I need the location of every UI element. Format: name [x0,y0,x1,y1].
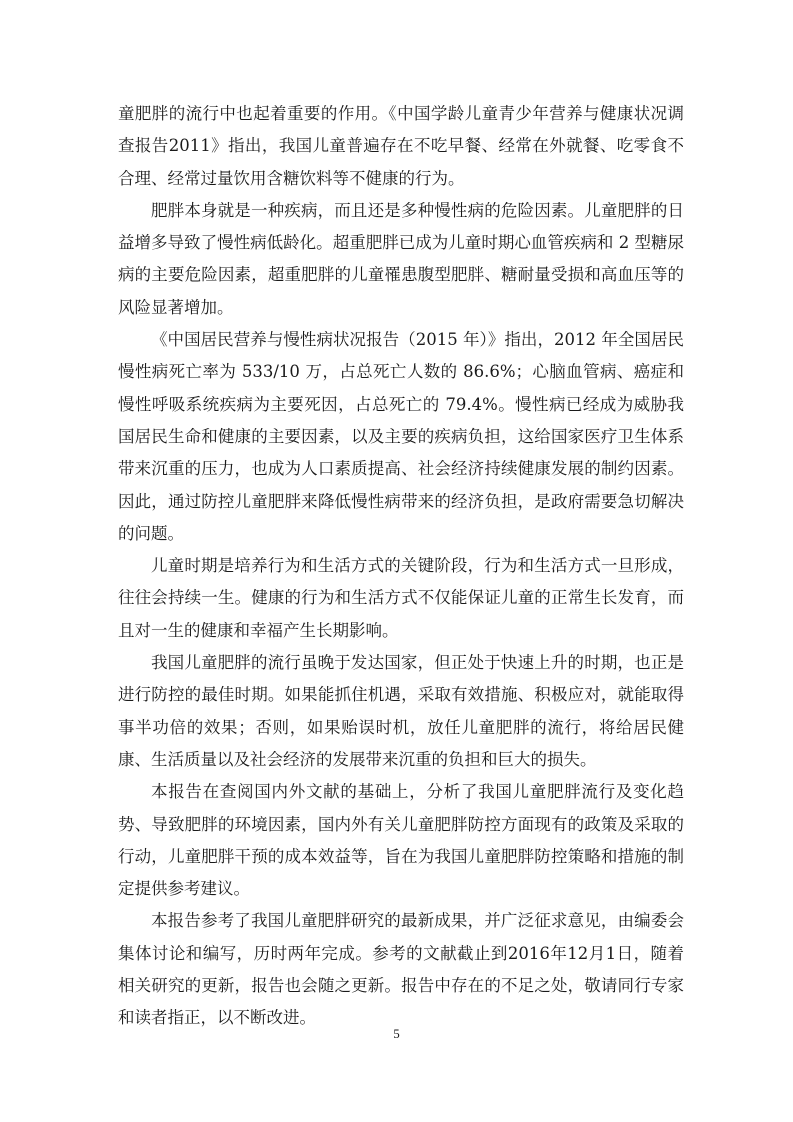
document-body [118,98,684,1035]
page-number: 5 [393,1026,400,1041]
paragraph-obesity-disease: 肥胖本身就是一种疾病，而且还是多种慢性病的危险因素。儿童肥胖的日益增多导致了慢性病低龄化。超重肥胖已成为儿童时期心血管疾病和 2 型糖尿病的主要危险因素，超重肥胖的儿童罹患腹型肥胖、糖耐量受损和高血压等的风险显著增加。 [118,200,684,317]
paragraph-report-process: 本报告参考了我国儿童肥胖研究的最新成果，并广泛征求意见，由编委会集体讨论和编写，历时两年完成。参考的文献截止到2016年12月1日，随着相关研究的更新，报告也会随之更新。报告中存在的不足之处，敬请同行专家和读者指正，以不断改进。 [118,911,684,1028]
paragraph-continuation: 童肥胖的流行中也起着重要的作用。《中国学龄儿童青少年营养与健康状况调查报告2011》指出，我国儿童普遍存在不吃早餐、经常在外就餐、吃零食不合理、经常过量饮用含糖饮料等不健康的行为。 [118,104,684,188]
paragraph-prevention-timing: 我国儿童肥胖的流行虽晚于发达国家，但正处于快速上升的时期，也正是进行防控的最佳时期。如果能抓住机遇，采取有效措施、积极应对，就能取得事半功倍的效果；否则，如果贻误时机，放任儿童肥胖的流行，将给居民健康、生活质量以及社会经济的发展带来沉重的负担和巨大的损失。 [118,653,684,769]
paragraph-chronic-disease-report: 《中国居民营养与慢性病状况报告（2015 年）》指出，2012 年全国居民慢性病死亡率为 533/10 万，占总死亡人数的 86.6%；心脑血管病、癌症和慢性呼吸系统疾病为主要死因，占总死亡的 79.4%。慢性病已经成为威胁我国居民生命和健康的主要因素，以及主要的疾病负担，这给国家医疗卫生体系带来沉重的压力，也成为人口素质提高、社会经济持续健康发展的制约因素。因此，通过防控儿童肥胖来降低慢性病带来的经济负担，是政府需要急切解决的问题。 [118,330,684,543]
paragraph-childhood-lifestyle: 儿童时期是培养行为和生活方式的关键阶段，行为和生活方式一旦形成，往往会持续一生。健康的行为和生活方式不仅能保证儿童的正常生长发育，而且对一生的健康和幸福产生长期影响。 [118,556,684,640]
paragraph-report-scope: 本报告在查阅国内外文献的基础上，分析了我国儿童肥胖流行及变化趋势、导致肥胖的环境因素，国内外有关儿童肥胖防控方面现有的政策及采取的行动，儿童肥胖干预的成本效益等，旨在为我国儿童肥胖防控策略和措施的制定提供参考建议。 [118,782,684,899]
